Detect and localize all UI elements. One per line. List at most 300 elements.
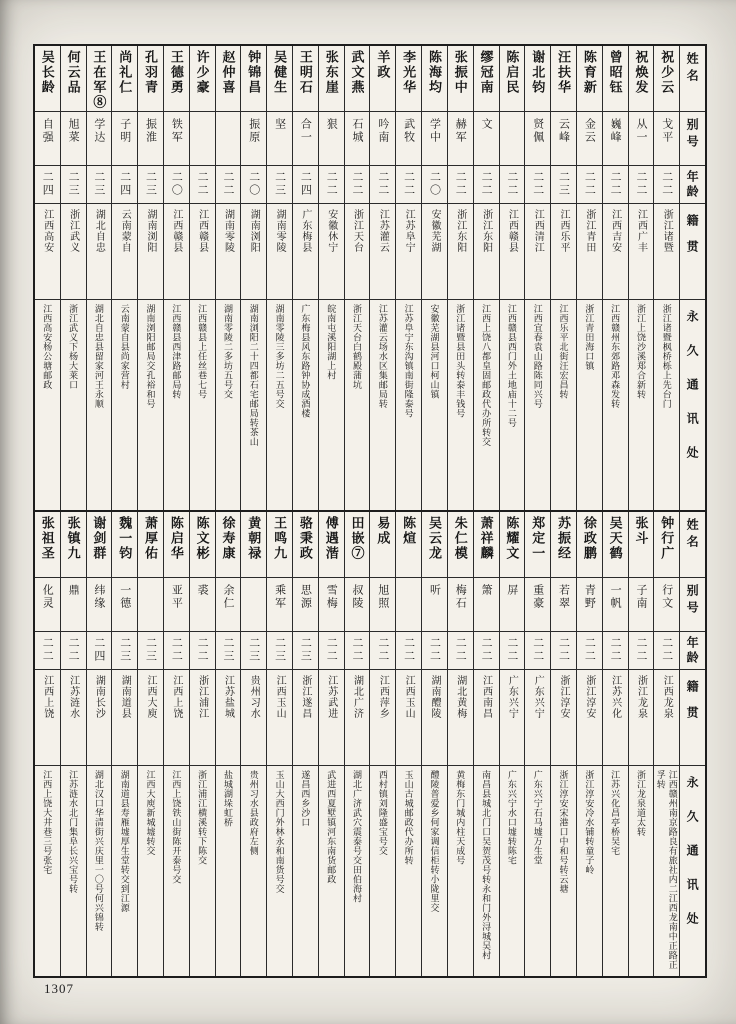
- person-name: 黄朝禄: [246, 516, 262, 561]
- native-place-cell: [35, 204, 60, 300]
- address-cell: [448, 300, 473, 506]
- row-label-cell: [680, 766, 705, 972]
- native-place-cell: [293, 670, 318, 766]
- alias-cell: [87, 112, 112, 166]
- person-name: 尚礼仁: [117, 50, 133, 95]
- row-label-cell: [680, 300, 705, 506]
- person-age: 二三: [67, 171, 80, 197]
- address-cell: [500, 300, 525, 506]
- age-cell: [629, 632, 654, 670]
- person-name: 张东崖: [323, 50, 339, 95]
- person-age: 二〇: [170, 171, 183, 197]
- address-cell: [654, 766, 679, 972]
- person-column: [60, 512, 86, 976]
- age-cell: [370, 632, 395, 670]
- person-address: 浙江武义下杨大莱口: [68, 304, 79, 390]
- person-age: 二三: [299, 637, 312, 663]
- person-name: 孔羽青: [143, 50, 159, 95]
- person-alias: 纬缘: [92, 584, 105, 610]
- alias-cell: [551, 578, 576, 632]
- person-address: 江苏涟水北门集阜长兴宝号转: [68, 770, 79, 894]
- person-native-place: 浙江淳安: [558, 675, 570, 719]
- person-native-place: 江苏灌云: [377, 209, 389, 253]
- person-alias: 乘军: [273, 584, 286, 610]
- person-address: 湖南浏阳二十四都石宅邮局转茶山: [248, 304, 259, 447]
- person-native-place: 江西广丰: [635, 209, 647, 253]
- person-column: [550, 512, 576, 976]
- native-place-cell: [422, 670, 447, 766]
- person-alias: 子南: [634, 584, 647, 610]
- person-address: 贵州习水县政府左侧: [248, 770, 259, 856]
- address-cell: [138, 766, 163, 972]
- person-age: 二二: [196, 171, 209, 197]
- native-place-cell: [61, 670, 86, 766]
- person-column: [421, 46, 447, 510]
- person-native-place: 湖南零陵: [222, 209, 234, 253]
- name-cell: [603, 512, 628, 578]
- person-native-place: 江西吉安: [609, 209, 621, 253]
- address-cell: [577, 766, 602, 972]
- person-column: [292, 46, 318, 510]
- address-cell: [164, 766, 189, 972]
- person-address: 浙江上饶沙溪郑合新转: [635, 304, 646, 399]
- alias-cell: [112, 112, 137, 166]
- person-address: 遂昌西乡沙口: [300, 770, 311, 827]
- row-label-native: 籍贯: [685, 680, 700, 732]
- name-cell: [87, 46, 112, 112]
- native-place-cell: [629, 204, 654, 300]
- native-place-cell: [190, 204, 215, 300]
- person-name: 陈耀文: [504, 516, 520, 561]
- name-cell: [370, 512, 395, 578]
- person-address: 江西大庾新城墟转交: [145, 770, 156, 856]
- person-age: 二三: [273, 637, 286, 663]
- native-place-cell: [138, 204, 163, 300]
- person-alias: 一帆: [609, 584, 622, 610]
- person-address: 西村镇刘隆盛宝号交: [377, 770, 388, 856]
- name-cell: [500, 46, 525, 112]
- person-column: [369, 512, 395, 976]
- alias-cell: [241, 578, 266, 632]
- age-cell: [603, 166, 628, 204]
- name-cell: [422, 46, 447, 112]
- native-place-cell: [112, 670, 137, 766]
- person-address: 浙江淳安宋港口中和号转云塘: [558, 770, 569, 894]
- person-address: 湖南道县寿雁墟厚生堂转交到江源: [119, 770, 130, 913]
- person-address: 湖南浏阳邮局交孔裕和号: [145, 304, 156, 409]
- name-cell: [61, 512, 86, 578]
- age-cell: [87, 632, 112, 670]
- person-alias: 一德: [118, 584, 131, 610]
- name-cell: [396, 46, 421, 112]
- native-place-cell: [603, 670, 628, 766]
- person-address: 湖南零陵二多坊五号交: [222, 304, 233, 399]
- address-cell: [35, 300, 60, 506]
- native-place-cell: [370, 204, 395, 300]
- person-alias: 子明: [118, 118, 131, 144]
- row-labels-column: [679, 46, 705, 510]
- person-age: 二三: [144, 637, 157, 663]
- alias-cell: [345, 578, 370, 632]
- person-native-place: 江西赣县: [170, 209, 182, 253]
- age-cell: [551, 166, 576, 204]
- person-column: [189, 512, 215, 976]
- name-cell: [138, 512, 163, 578]
- native-place-cell: [525, 670, 550, 766]
- row-label-cell: [680, 632, 705, 670]
- person-name: 吴云龙: [426, 516, 442, 561]
- native-place-cell: [190, 670, 215, 766]
- person-native-place: 江西赣县: [196, 209, 208, 253]
- alias-cell: [500, 112, 525, 166]
- name-cell: [216, 512, 241, 578]
- alias-cell: [525, 578, 550, 632]
- person-native-place: 安徽芜湖: [428, 209, 440, 253]
- name-cell: [112, 512, 137, 578]
- name-cell: [448, 512, 473, 578]
- person-address: 江苏灌云场水区集邮局转: [377, 304, 388, 409]
- person-native-place: 江西上饶: [41, 675, 53, 719]
- person-alias: 化灵: [41, 584, 54, 610]
- address-cell: [138, 300, 163, 506]
- age-cell: [138, 166, 163, 204]
- person-address: 江西赣县西津路邮局转: [171, 304, 182, 399]
- person-column: [344, 46, 370, 510]
- person-alias: 巍峰: [609, 118, 622, 144]
- person-alias: 赫军: [454, 118, 467, 144]
- person-native-place: 浙江遂昌: [299, 675, 311, 719]
- address-cell: [267, 766, 292, 972]
- name-cell: [422, 512, 447, 578]
- native-place-cell: [654, 204, 679, 300]
- person-age: 二二: [325, 637, 338, 663]
- person-address: 浙江诸暨枫桥栎上先台门: [661, 304, 672, 409]
- alias-cell: [267, 578, 292, 632]
- name-cell: [577, 512, 602, 578]
- address-cell: [448, 766, 473, 972]
- person-age: 二三: [221, 637, 234, 663]
- person-name: 苏振经: [556, 516, 572, 561]
- age-cell: [422, 166, 447, 204]
- person-alias: 坚: [273, 118, 286, 131]
- age-cell: [35, 166, 60, 204]
- person-column: [628, 512, 654, 976]
- person-name: 陈煊: [401, 516, 417, 546]
- person-native-place: 江苏阜宁: [403, 209, 415, 253]
- person-address: 湖南零陵三多坊二五号交: [274, 304, 285, 409]
- person-age: 二二: [376, 637, 389, 663]
- address-cell: [241, 300, 266, 506]
- alias-cell: [370, 112, 395, 166]
- person-column: [35, 46, 60, 510]
- native-place-cell: [319, 670, 344, 766]
- person-name: 魏一钧: [117, 516, 133, 561]
- person-name: 易成: [375, 516, 391, 546]
- person-alias: 石城: [351, 118, 364, 144]
- person-alias: 雪梅: [325, 584, 338, 610]
- alias-cell: [112, 578, 137, 632]
- row-label-alias: 别号: [685, 118, 700, 152]
- age-cell: [500, 166, 525, 204]
- person-alias: 裘: [196, 584, 209, 597]
- native-place-cell: [654, 670, 679, 766]
- alias-cell: [164, 578, 189, 632]
- address-cell: [370, 766, 395, 972]
- person-age: 二二: [557, 637, 570, 663]
- person-address: 南昌县城北门口吴贺茂号转永和门外浔城吴村: [481, 770, 492, 960]
- person-alias: 铁军: [170, 118, 183, 144]
- native-place-cell: [216, 204, 241, 300]
- person-age: 二三: [118, 637, 131, 663]
- person-alias: 行文: [660, 584, 673, 610]
- name-cell: [319, 46, 344, 112]
- person-native-place: 江西乐平: [558, 209, 570, 253]
- name-cell: [345, 512, 370, 578]
- person-age: 二二: [480, 637, 493, 663]
- row-label-address: 永久通讯处: [685, 776, 700, 946]
- row-label-age: 年龄: [685, 636, 700, 666]
- name-cell: [654, 46, 679, 112]
- native-place-cell: [112, 204, 137, 300]
- alias-cell: [293, 578, 318, 632]
- person-address: 醴陵普爱乡何家调信柜转小陇里交: [429, 770, 440, 913]
- person-name: 许少豪: [194, 50, 210, 95]
- person-address: 安徽芜湖县河口柯山镇: [429, 304, 440, 399]
- person-column: [550, 46, 576, 510]
- address-cell: [370, 300, 395, 506]
- person-age: 二〇: [247, 171, 260, 197]
- person-column: [447, 512, 473, 976]
- address-cell: [474, 766, 499, 972]
- person-age: 二二: [505, 171, 518, 197]
- person-alias: 从一: [634, 118, 647, 144]
- person-alias: 若翠: [557, 584, 570, 610]
- person-native-place: 浙江淳安: [583, 675, 595, 719]
- native-place-cell: [448, 204, 473, 300]
- native-place-cell: [87, 204, 112, 300]
- person-column: [524, 512, 550, 976]
- age-cell: [474, 166, 499, 204]
- native-place-cell: [629, 670, 654, 766]
- name-cell: [319, 512, 344, 578]
- row-label-cell: [680, 670, 705, 766]
- address-cell: [216, 766, 241, 972]
- age-cell: [370, 166, 395, 204]
- alias-cell: [216, 578, 241, 632]
- name-cell: [551, 46, 576, 112]
- native-place-cell: [603, 204, 628, 300]
- address-cell: [603, 300, 628, 506]
- native-place-cell: [216, 670, 241, 766]
- person-native-place: 云南蒙自: [119, 209, 131, 253]
- person-age: 二二: [67, 637, 80, 663]
- person-alias: 振原: [247, 118, 260, 144]
- native-place-cell: [525, 204, 550, 300]
- person-age: 二二: [609, 171, 622, 197]
- person-age: 二二: [660, 171, 673, 197]
- person-alias: 文: [480, 118, 493, 131]
- person-column: [266, 46, 292, 510]
- person-age: 二二: [351, 637, 364, 663]
- person-address: 盐城湖垛虹桥: [222, 770, 233, 827]
- age-cell: [654, 166, 679, 204]
- person-column: [292, 512, 318, 976]
- person-name: 张振中: [452, 50, 468, 95]
- native-place-cell: [241, 670, 266, 766]
- age-cell: [87, 166, 112, 204]
- person-address: 浙江天台白鹤殿蒲坑: [352, 304, 363, 390]
- age-cell: [241, 166, 266, 204]
- person-age: 二二: [660, 637, 673, 663]
- alias-cell: [87, 578, 112, 632]
- person-alias: 梅石: [454, 584, 467, 610]
- native-place-cell: [551, 670, 576, 766]
- name-cell: [35, 512, 60, 578]
- person-alias: 叔陵: [351, 584, 364, 610]
- person-address: 浙江诸暨县田头转泰丰钱号: [455, 304, 466, 418]
- alias-cell: [216, 112, 241, 166]
- native-place-cell: [345, 204, 370, 300]
- native-place-cell: [396, 204, 421, 300]
- age-cell: [396, 632, 421, 670]
- native-place-cell: [35, 670, 60, 766]
- person-native-place: 贵州习水: [248, 675, 260, 719]
- alias-cell: [370, 578, 395, 632]
- alias-cell: [629, 578, 654, 632]
- person-column: [395, 512, 421, 976]
- person-age: 二四: [118, 171, 131, 197]
- name-cell: [241, 512, 266, 578]
- person-column: [60, 46, 86, 510]
- address-cell: [112, 300, 137, 506]
- alias-cell: [551, 112, 576, 166]
- address-cell: [396, 766, 421, 972]
- alias-cell: [293, 112, 318, 166]
- name-cell: [87, 512, 112, 578]
- alias-cell: [138, 578, 163, 632]
- age-cell: [112, 632, 137, 670]
- native-place-cell: [577, 670, 602, 766]
- person-age: 二二: [428, 637, 441, 663]
- person-name: 陈启民: [504, 50, 520, 95]
- person-column: [137, 512, 163, 976]
- person-alias: 学中: [428, 118, 441, 144]
- person-native-place: 江西龙泉: [661, 675, 673, 719]
- person-age: 二四: [299, 171, 312, 197]
- name-cell: [345, 46, 370, 112]
- person-native-place: 江苏兴化: [609, 675, 621, 719]
- alias-cell: [396, 112, 421, 166]
- alias-cell: [61, 112, 86, 166]
- alias-cell: [35, 578, 60, 632]
- address-cell: [603, 766, 628, 972]
- person-native-place: 广东兴宁: [506, 675, 518, 719]
- person-alias: 鼎: [67, 584, 80, 597]
- age-cell: [448, 632, 473, 670]
- native-place-cell: [319, 204, 344, 300]
- person-address: 江西赣县西门外土地庙十二号: [506, 304, 517, 428]
- person-name: 吴天鹤: [607, 516, 623, 561]
- person-address: 江西乐平北街汪宏昌转: [558, 304, 569, 399]
- alias-cell: [448, 578, 473, 632]
- person-age: 二三: [92, 171, 105, 197]
- row-label-cell: [680, 204, 705, 300]
- person-native-place: 浙江龙泉: [635, 675, 647, 719]
- person-age: 二三: [273, 171, 286, 197]
- person-native-place: 湖南浏阳: [145, 209, 157, 253]
- person-name: 朱仁模: [452, 516, 468, 561]
- person-address: 浙江淳安冷水铺转童子岭: [584, 770, 595, 875]
- person-age: 二二: [376, 171, 389, 197]
- alias-cell: [319, 112, 344, 166]
- age-cell: [500, 632, 525, 670]
- name-cell: [293, 512, 318, 578]
- alias-cell: [190, 112, 215, 166]
- person-native-place: 湖北广济: [351, 675, 363, 719]
- person-column: [318, 512, 344, 976]
- person-native-place: 江西高安: [41, 209, 53, 253]
- age-cell: [267, 632, 292, 670]
- alias-cell: [500, 578, 525, 632]
- person-column: [473, 46, 499, 510]
- row-label-cell: [680, 166, 705, 204]
- person-age: 二三: [144, 171, 157, 197]
- person-age: 二二: [221, 171, 234, 197]
- person-native-place: 湖北黄梅: [454, 675, 466, 719]
- person-native-place: 浙江青田: [583, 209, 595, 253]
- native-place-cell: [577, 204, 602, 300]
- address-cell: [551, 300, 576, 506]
- row-label-name: 姓名: [685, 518, 700, 552]
- person-address: 江苏兴化昌亭桥吴宅: [610, 770, 621, 856]
- person-name: 李光华: [401, 50, 417, 95]
- age-cell: [293, 166, 318, 204]
- person-address: 浙江龙泉道太转: [635, 770, 646, 837]
- address-cell: [61, 766, 86, 972]
- name-cell: [577, 46, 602, 112]
- address-cell: [345, 300, 370, 506]
- person-column: [653, 512, 679, 976]
- person-native-place: 江苏武进: [325, 675, 337, 719]
- name-cell: [164, 512, 189, 578]
- person-column: [86, 46, 112, 510]
- person-native-place: 浙江浦江: [196, 675, 208, 719]
- person-alias: 旭菜: [67, 118, 80, 144]
- native-place-cell: [61, 204, 86, 300]
- person-column: [240, 46, 266, 510]
- person-column: [240, 512, 266, 976]
- person-age: 二二: [531, 171, 544, 197]
- person-address: 江苏阜宁东沟镇南街隆泰号: [403, 304, 414, 418]
- name-cell: [190, 512, 215, 578]
- person-native-place: 浙江诸暨: [661, 209, 673, 253]
- alias-cell: [577, 112, 602, 166]
- person-column: [499, 46, 525, 510]
- person-alias: 余仁: [221, 584, 234, 610]
- person-alias: 戈平: [660, 118, 673, 144]
- person-column: [318, 46, 344, 510]
- person-column: [576, 512, 602, 976]
- person-name: 陈文彬: [194, 516, 210, 561]
- native-place-cell: [293, 204, 318, 300]
- person-name: 萧祥麟: [478, 516, 494, 561]
- alias-cell: [525, 112, 550, 166]
- person-native-place: 江西大庾: [145, 675, 157, 719]
- age-cell: [164, 166, 189, 204]
- person-native-place: 浙江武义: [67, 209, 79, 253]
- alias-cell: [448, 112, 473, 166]
- person-age: 二二: [480, 171, 493, 197]
